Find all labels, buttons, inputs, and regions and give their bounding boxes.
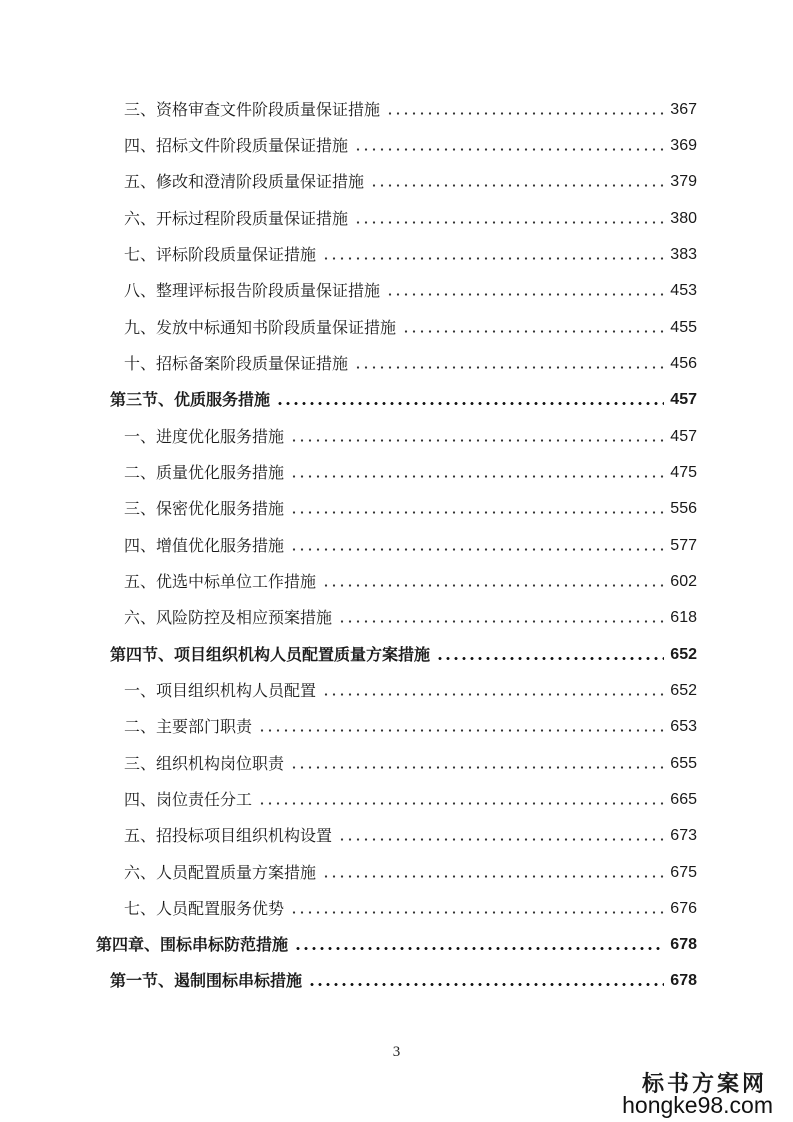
toc-entry-page: 678: [670, 936, 697, 953]
toc-entry[interactable]: [124, 132, 697, 156]
toc-entry-page: 653: [670, 718, 697, 735]
dot-leader: [290, 475, 664, 478]
toc-entry-title: 第四节、项目组织机构人员配置质量方案措施: [110, 645, 431, 664]
toc-entry-title: 十、招标备案阶段质量保证措施: [124, 354, 349, 373]
toc-entry-title: 六、人员配置质量方案措施: [124, 863, 317, 882]
dot-leader: [322, 875, 664, 878]
toc-entry-title: 九、发放中标通知书阶段质量保证措施: [124, 318, 397, 337]
toc-entry-title: 一、进度优化服务措施: [124, 427, 285, 446]
toc-entry-title: 八、整理评标报告阶段质量保证措施: [124, 281, 381, 300]
toc-entry-page: 456: [670, 355, 697, 372]
dot-leader: [258, 802, 664, 805]
toc-entry[interactable]: [124, 786, 697, 810]
dot-leader: [402, 330, 664, 333]
toc-entry-page: 618: [670, 609, 697, 626]
toc-entry-title: 二、质量优化服务措施: [124, 463, 285, 482]
toc-entry[interactable]: [124, 241, 697, 265]
toc-entry[interactable]: [124, 532, 697, 556]
toc-entry[interactable]: [124, 677, 697, 701]
toc-entry-page: 577: [670, 537, 697, 554]
toc-entry-page: 652: [670, 682, 697, 699]
toc-entry-title: 第一节、遏制围标串标措施: [110, 971, 303, 990]
dot-leader: [386, 293, 664, 296]
toc-entry-title: 六、开标过程阶段质量保证措施: [124, 209, 349, 228]
dot-leader: [338, 620, 664, 623]
toc-entry[interactable]: [124, 205, 697, 229]
dot-leader: [370, 184, 664, 187]
toc-entry-title: 七、评标阶段质量保证措施: [124, 245, 317, 264]
dot-leader: [290, 766, 664, 769]
dot-leader: [308, 983, 664, 986]
toc-entry-title: 四、招标文件阶段质量保证措施: [124, 136, 349, 155]
toc-section-entry[interactable]: [110, 386, 697, 410]
toc-entry-page: 380: [670, 210, 697, 227]
dot-leader: [290, 548, 664, 551]
page-number: 3: [392, 1044, 401, 1060]
toc-entry-page: 455: [670, 319, 697, 336]
toc-entry-title: 五、招投标项目组织机构设置: [124, 826, 333, 845]
dot-leader: [354, 366, 664, 369]
dot-leader: [294, 947, 664, 950]
dot-leader: [322, 257, 664, 260]
toc-entry-title: 五、优选中标单位工作措施: [124, 572, 317, 591]
dot-leader: [258, 729, 664, 732]
toc-entry[interactable]: [124, 604, 697, 628]
watermark-url: hongke98.com: [622, 1092, 773, 1118]
toc-entry-title: 第四章、围标串标防范措施: [96, 935, 289, 954]
toc-entry-page: 457: [670, 391, 697, 408]
dot-leader: [276, 402, 664, 405]
toc-entry[interactable]: [124, 495, 697, 519]
toc-entry-page: 453: [670, 282, 697, 299]
toc-entry-title: 第三节、优质服务措施: [110, 390, 271, 409]
toc-entry-page: 556: [670, 500, 697, 517]
dot-leader: [436, 657, 664, 660]
dot-leader: [290, 439, 664, 442]
dot-leader: [290, 511, 664, 514]
toc-entry[interactable]: [124, 459, 697, 483]
dot-leader: [354, 148, 664, 151]
toc-entry[interactable]: [124, 350, 697, 374]
toc-entry[interactable]: [124, 277, 697, 301]
toc-entry-title: 四、增值优化服务措施: [124, 536, 285, 555]
dot-leader: [290, 911, 664, 914]
toc-section-entry[interactable]: [110, 967, 697, 991]
toc-entry-title: 四、岗位责任分工: [124, 790, 253, 809]
toc-entry[interactable]: [124, 568, 697, 592]
toc-entry-page: 475: [670, 464, 697, 481]
watermark-logo-text: 标书方案网: [641, 1071, 767, 1097]
toc-entry-page: 665: [670, 791, 697, 808]
toc-entry-page: 678: [670, 972, 697, 989]
toc-entry-title: 三、资格审查文件阶段质量保证措施: [124, 100, 381, 119]
toc-chapter-entry[interactable]: [96, 931, 697, 955]
toc-entry-page: 673: [670, 827, 697, 844]
dot-leader: [338, 838, 664, 841]
toc-entry[interactable]: [124, 96, 697, 120]
toc-entry-title: 三、保密优化服务措施: [124, 499, 285, 518]
toc-entry-page: 383: [670, 246, 697, 263]
toc-entry[interactable]: [124, 750, 697, 774]
toc-entry[interactable]: [124, 168, 697, 192]
toc-entry[interactable]: [124, 859, 697, 883]
toc-section-entry[interactable]: [110, 641, 697, 665]
toc-entry-page: 675: [670, 864, 697, 881]
toc-entry-page: 676: [670, 900, 697, 917]
toc-entry-title: 一、项目组织机构人员配置: [124, 681, 317, 700]
toc-entry[interactable]: [124, 423, 697, 447]
toc-entry-page: 602: [670, 573, 697, 590]
toc-entry-page: 457: [670, 428, 697, 445]
toc-entry-title: 二、主要部门职责: [124, 717, 253, 736]
dot-leader: [322, 584, 664, 587]
toc-entry[interactable]: [124, 314, 697, 338]
toc-entry-title: 五、修改和澄清阶段质量保证措施: [124, 172, 365, 191]
toc-entry-title: 七、人员配置服务优势: [124, 899, 285, 918]
toc-entry[interactable]: [124, 895, 697, 919]
toc-entry-page: 379: [670, 173, 697, 190]
dot-leader: [322, 693, 664, 696]
toc-entry-title: 三、组织机构岗位职责: [124, 754, 285, 773]
toc-entry[interactable]: [124, 822, 697, 846]
toc-entry[interactable]: [124, 713, 697, 737]
toc-entry-page: 369: [670, 137, 697, 154]
dot-leader: [386, 112, 664, 115]
toc-entry-page: 655: [670, 755, 697, 772]
dot-leader: [354, 221, 664, 224]
toc-entry-title: 六、风险防控及相应预案措施: [124, 608, 333, 627]
toc-entry-page: 367: [670, 101, 697, 118]
toc-entry-page: 652: [670, 646, 697, 663]
